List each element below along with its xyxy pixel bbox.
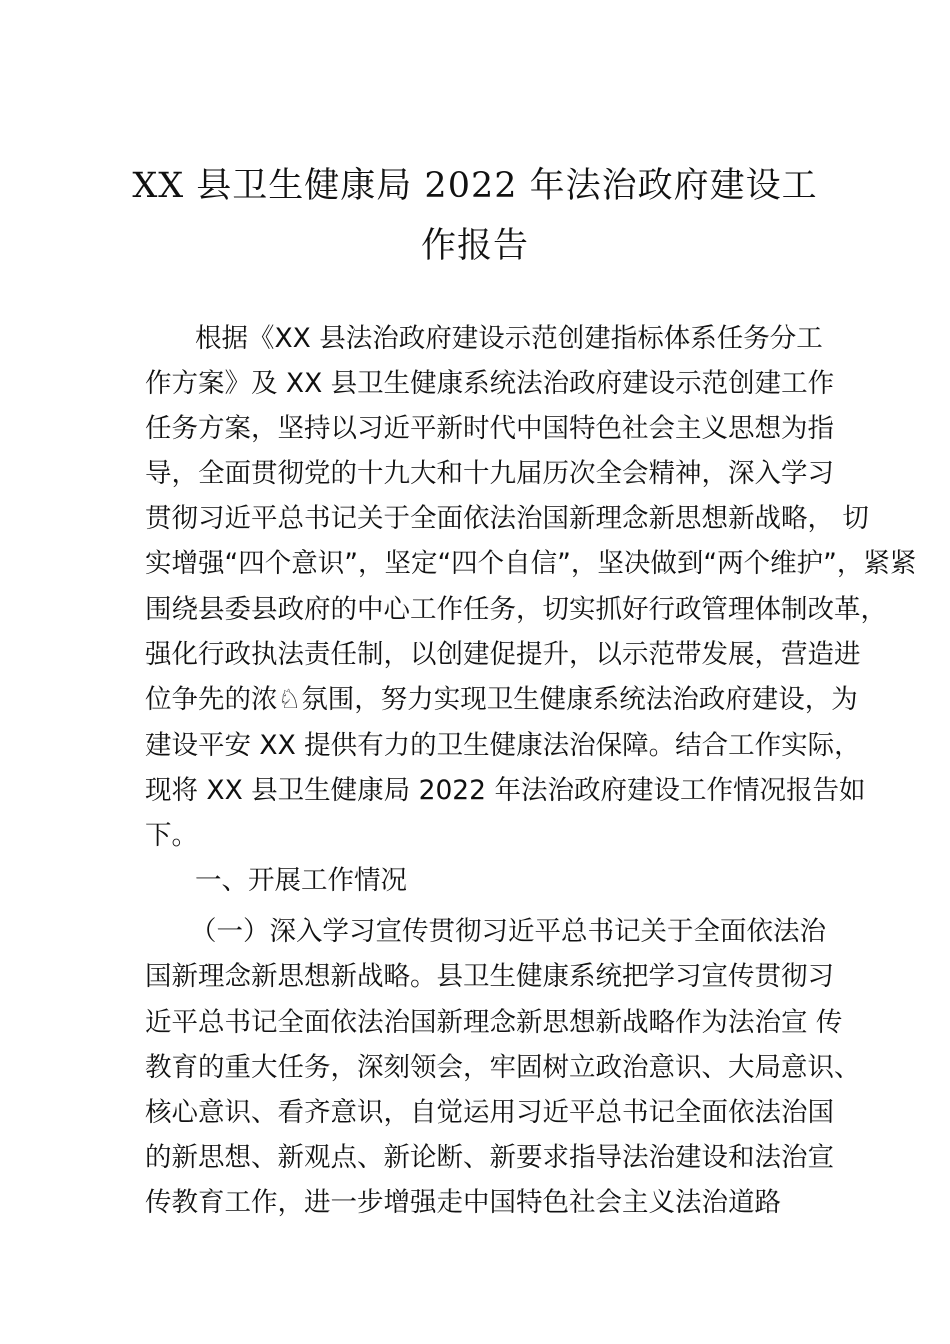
paragraph-1-line-2: 作方案》及 XX 县卫生健康系统法治政府建设示范创建工作 (145, 368, 835, 399)
paragraph-1-line-11: 现将 XX 县卫生健康局 2022 年法治政府建设工作情况报告如 (145, 775, 866, 806)
paragraph-2-line-1: （一）深入学习宣传贯彻习近平总书记关于全面依法治 (190, 916, 826, 947)
paragraph-1-line-1: 根据《XX 县法治政府建设示范创建指标体系任务分工 (195, 323, 823, 354)
paragraph-1-line-10: 建设平安 XX 提供有力的卫生健康法治保障。结合工作实际， (145, 730, 861, 761)
section-heading-1: 一、开展工作情况 (195, 865, 407, 896)
paragraph-1-line-7: 围绕县委县政府的中心工作任务，切实抓好行政管理体制改革， (145, 594, 887, 625)
paragraph-2-line-2: 国新理念新思想新战略。县卫生健康系统把学习宣传贯彻习 (145, 961, 834, 992)
paragraph-2-line-6: 的新思想、新观点、新论断、新要求指导法治建设和法治宣 (145, 1142, 834, 1173)
paragraph-2-line-7: 传教育工作，进一步增强走中国特色社会主义法治道路 (145, 1187, 781, 1218)
paragraph-2-line-5: 核心意识、看齐意识，自觉运用习近平总书记全面依法治国 (145, 1097, 834, 1128)
paragraph-1-line-3: 任务方案，坚持以习近平新时代中国特色社会主义思想为指 (145, 413, 834, 444)
document-title-line-2: 作报告 (420, 226, 529, 266)
paragraph-1-line-9: 位争先的浓♘氛围，努力实现卫生健康系统法治政府建设，为 (145, 684, 858, 715)
document-title-line-1: XX 县卫生健康局 2022 年法治政府建设工 (132, 166, 818, 206)
paragraph-1-line-4: 导，全面贯彻党的十九大和十九届历次全会精神，深入学习 (145, 458, 834, 489)
paragraph-1-line-5: 贯彻习近平总书记关于全面依法治国新理念新思想新战略， 切 (145, 503, 869, 534)
paragraph-1-line-8: 强化行政执法责任制，以创建促提升，以示范带发展，营造进 (145, 639, 861, 670)
paragraph-2-line-3: 近平总书记全面依法治国新理念新思想新战略作为法治宣 传 (145, 1007, 843, 1038)
paragraph-1-line-6: 实增强“四个意识”，坚定“四个自信”，坚决做到“两个维护”，紧紧 (145, 548, 917, 579)
paragraph-1-line-12: 下。 (145, 820, 198, 851)
paragraph-2-line-4: 教育的重大任务，深刻领会，牢固树立政治意识、大局意识、 (145, 1052, 861, 1083)
